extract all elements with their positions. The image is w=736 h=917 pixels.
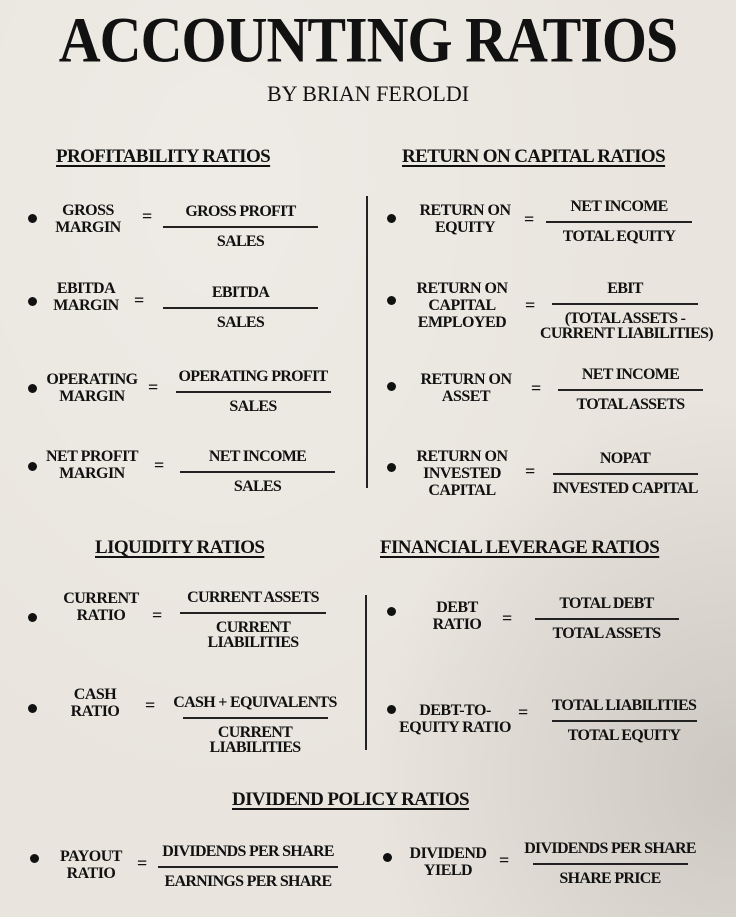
bullet-icon: [28, 214, 37, 223]
numerator: DIVIDENDS PER SHARE: [524, 840, 696, 857]
bullet-icon: [383, 853, 392, 862]
formula-fraction: [544, 697, 704, 743]
bullet-icon: [28, 462, 37, 471]
numerator: GROSS PROFIT: [185, 203, 296, 220]
author-byline: BY BRIAN FEROLDI: [266, 81, 470, 106]
denominator: CURRENT: [215, 619, 291, 636]
fraction-bar: [183, 717, 328, 719]
denominator: TOTAL EQUITY: [562, 228, 676, 245]
formula-fraction: [558, 366, 703, 412]
bullet-icon: [28, 613, 37, 622]
formula-fraction: [163, 694, 347, 755]
page-title: ACCOUNTING RATIOS: [58, 3, 678, 76]
equals-sign: =: [525, 295, 536, 315]
denominator: CURRENT: [217, 724, 293, 741]
ratio-name: DEBT-TO- EQUITY RATIO: [399, 702, 511, 736]
heading-financial-leverage: FINANCIAL LEVERAGE RATIOS: [380, 537, 660, 558]
formula-fraction: [163, 284, 318, 330]
equals-sign: =: [525, 461, 536, 481]
fraction-bar: [552, 303, 698, 305]
bullet-icon: [30, 854, 39, 863]
fraction-bar: [180, 471, 335, 473]
equals-sign: =: [134, 290, 145, 310]
numerator: NET INCOME: [581, 366, 680, 383]
bullet-icon: [28, 704, 37, 713]
denominator: SALES: [216, 233, 265, 250]
numerator: OPERATING PROFIT: [178, 368, 328, 385]
numerator: EBITDA: [211, 284, 270, 301]
denominator: EARNINGS PER SHARE: [164, 873, 332, 890]
ratio-name: EBITDA MARGIN: [53, 280, 119, 314]
fraction-bar: [158, 866, 338, 868]
formula-fraction: [154, 843, 342, 889]
fraction-bar: [163, 307, 318, 309]
ratio-name: DEBT RATIO: [432, 599, 482, 633]
equals-sign: =: [142, 206, 153, 226]
numerator: NET INCOME: [208, 448, 307, 465]
fraction-bar: [552, 720, 697, 722]
equals-sign: =: [145, 695, 156, 715]
fraction-bar: [546, 221, 692, 223]
denominator: SALES: [216, 314, 265, 331]
numerator: TOTAL LIABILITIES: [551, 697, 697, 714]
denominator: (TOTAL ASSETS -: [564, 310, 686, 327]
fraction-bar: [535, 618, 679, 620]
numerator: EBIT: [607, 280, 643, 297]
heading-liquidity: LIQUIDITY RATIOS: [95, 537, 265, 558]
equals-sign: =: [152, 605, 163, 625]
denominator: TOTAL ASSETS: [576, 396, 685, 413]
equals-sign: =: [502, 608, 513, 628]
numerator: NET INCOME: [570, 198, 668, 215]
equals-sign: =: [531, 378, 542, 398]
equals-sign: =: [524, 209, 535, 229]
denominator: SALES: [229, 398, 277, 415]
ratio-name: RETURN ON CAPITAL EMPLOYED: [416, 280, 508, 331]
denominator: SHARE PRICE: [559, 870, 661, 887]
numerator: CURRENT ASSETS: [187, 589, 319, 606]
bullet-icon: [28, 384, 37, 393]
ratio-name: NET PROFIT MARGIN: [45, 448, 139, 482]
denominator: SALES: [233, 478, 282, 495]
fraction-bar: [163, 226, 318, 228]
bullet-icon: [387, 463, 396, 472]
formula-fraction: [180, 589, 326, 650]
ratio-name: RETURN ON INVESTED CAPITAL: [416, 448, 508, 499]
ratio-name: GROSS MARGIN: [55, 202, 121, 236]
formula-fraction: [534, 595, 679, 641]
ratio-name: PAYOUT RATIO: [60, 848, 122, 882]
ratio-name: CURRENT RATIO: [63, 590, 139, 624]
formula-fraction: [550, 450, 700, 496]
equals-sign: =: [518, 702, 529, 722]
fraction-bar: [558, 389, 703, 391]
fraction-bar: [176, 391, 331, 393]
denominator-line-2: LIABILITIES: [207, 634, 299, 651]
denominator: TOTAL ASSETS: [552, 625, 661, 642]
fraction-bar: [553, 473, 698, 475]
heading-profitability: PROFITABILITY RATIOS: [56, 146, 271, 167]
ratio-name: DIVIDEND YIELD: [409, 845, 487, 879]
fraction-bar: [180, 612, 326, 614]
denominator-line-2: CURRENT LIABILITIES): [540, 325, 713, 342]
ratio-name: RETURN ON EQUITY: [419, 202, 511, 236]
numerator: DIVIDENDS PER SHARE: [162, 843, 334, 860]
bullet-icon: [28, 297, 37, 306]
bullet-icon: [387, 296, 396, 305]
bullet-icon: [387, 214, 396, 223]
equals-sign: =: [154, 455, 165, 475]
column-divider-middle: [365, 595, 367, 750]
numerator: TOTAL DEBT: [559, 595, 654, 612]
denominator-line-2: LIABILITIES: [209, 739, 301, 756]
equals-sign: =: [137, 853, 148, 873]
equals-sign: =: [499, 850, 510, 870]
formula-fraction: [163, 203, 318, 249]
ratio-name: CASH RATIO: [70, 686, 120, 720]
formula-fraction: [180, 448, 335, 494]
formula-fraction: [540, 280, 713, 342]
fraction-bar: [533, 863, 688, 865]
denominator: INVESTED CAPITAL: [552, 480, 698, 497]
numerator: NOPAT: [599, 450, 651, 467]
numerator: CASH + EQUIVALENTS: [173, 694, 337, 711]
heading-dividend-policy: DIVIDEND POLICY RATIOS: [232, 789, 470, 810]
bullet-icon: [387, 382, 396, 391]
formula-fraction: [514, 840, 706, 886]
formula-fraction: [546, 198, 692, 244]
denominator: TOTAL EQUITY: [567, 727, 681, 744]
formula-fraction: [172, 368, 334, 414]
ratio-name: OPERATING MARGIN: [46, 371, 138, 405]
equals-sign: =: [148, 377, 159, 397]
ratio-name: RETURN ON ASSET: [420, 371, 512, 405]
column-divider-top: [366, 196, 368, 488]
heading-return-on-capital: RETURN ON CAPITAL RATIOS: [402, 146, 666, 167]
bullet-icon: [387, 607, 396, 616]
